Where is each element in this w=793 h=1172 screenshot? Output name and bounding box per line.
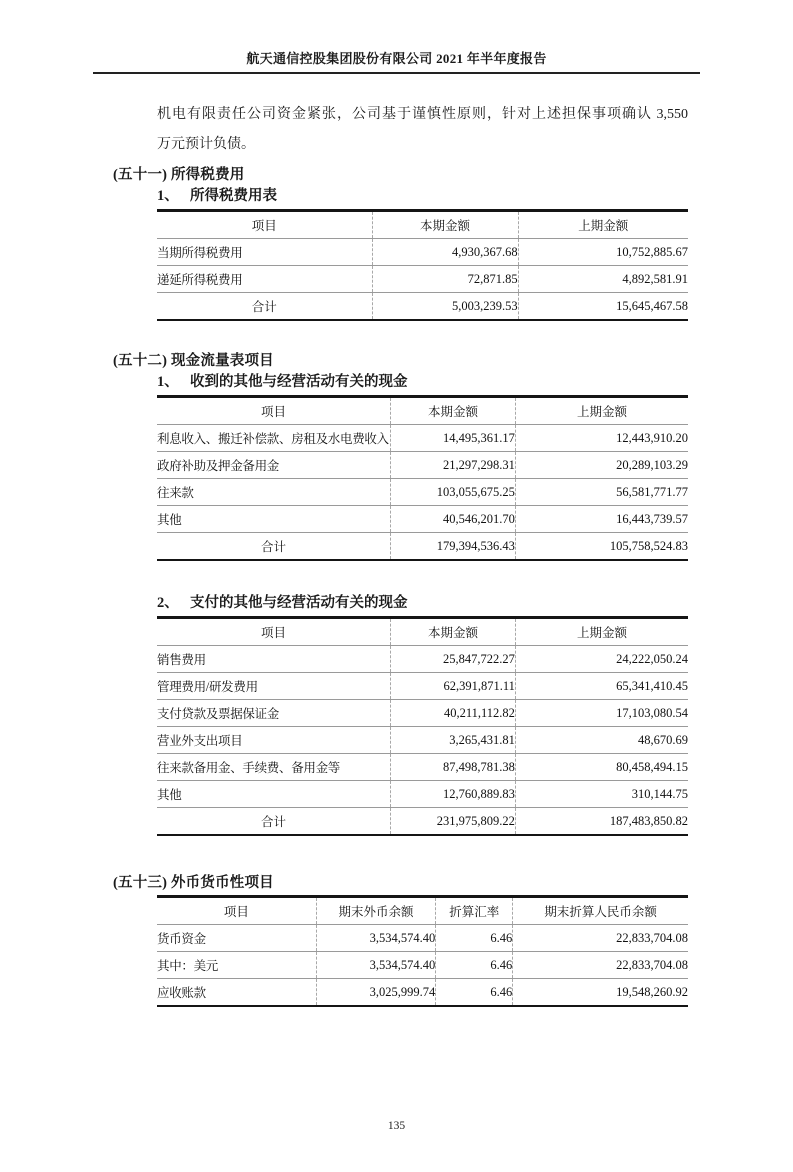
- column-header: 项目: [223, 905, 249, 919]
- intro-paragraph: [157, 100, 688, 160]
- amount-cell: 65,341,410.45: [515, 673, 688, 700]
- amount-cell: 48,670.69: [515, 727, 688, 754]
- item-cell: 利息收入、搬迁补偿款、房租及水电费收入: [157, 425, 391, 452]
- amount-cell: 22,833,704.08: [513, 925, 688, 952]
- table-row: [157, 506, 688, 533]
- table-row: [157, 479, 688, 506]
- foreign-currency-table: [157, 895, 688, 1007]
- amount-cell: 40,211,112.82: [391, 700, 516, 727]
- amount-cell: 14,495,361.17: [391, 425, 516, 452]
- item-cell: 其他: [157, 506, 391, 533]
- amount-cell: 4,892,581.91: [518, 266, 688, 293]
- column-header: 本期金额: [391, 398, 516, 425]
- section-heading-foreign-currency: (五十三) 外币货币性项目: [113, 875, 274, 891]
- table-row: [157, 452, 688, 479]
- amount-cell: 19,548,260.92: [513, 979, 688, 1007]
- subsection-heading-income-tax-table: [157, 187, 688, 212]
- item-cell: 其中：美元: [157, 952, 316, 979]
- amount-cell: 80,458,494.15: [515, 754, 688, 781]
- amount-cell: 187,483,850.82: [515, 808, 688, 836]
- amount-cell: 3,534,574.40: [316, 925, 435, 952]
- amount-cell: 12,443,910.20: [515, 425, 688, 452]
- amount-cell: 310,144.75: [515, 781, 688, 808]
- column-header: 项目: [261, 626, 287, 640]
- item-cell: 其他: [157, 781, 391, 808]
- cash-paid-table: [157, 619, 688, 836]
- total-label-cell: 合计: [157, 808, 391, 836]
- section-heading-income-tax: (五十一) 所得税费用: [113, 167, 245, 183]
- paragraph-line-1: 机电有限责任公司资金紧张，公司基于谨慎性原则，针对上述担保事项确认 3,550: [157, 107, 688, 122]
- amount-cell: 3,025,999.74: [316, 979, 435, 1007]
- column-header: 本期金额: [372, 212, 518, 239]
- table-row: [157, 700, 688, 727]
- table-header-row: [157, 398, 688, 425]
- section-heading-cash-flow: (五十二) 现金流量表项目: [113, 353, 274, 369]
- table-row: [157, 239, 688, 266]
- table-header-row: [157, 897, 688, 925]
- item-cell: 货币资金: [157, 925, 316, 952]
- amount-cell: 40,546,201.70: [391, 506, 516, 533]
- amount-cell: 25,847,722.27: [391, 646, 516, 673]
- amount-cell: 17,103,080.54: [515, 700, 688, 727]
- item-cell: 往来款: [157, 479, 391, 506]
- cash-received-table: [157, 398, 688, 561]
- amount-cell: 3,534,574.40: [316, 952, 435, 979]
- table-row: [157, 952, 688, 979]
- amount-cell: 5,003,239.53: [372, 293, 518, 321]
- amount-cell: 24,222,050.24: [515, 646, 688, 673]
- amount-cell: 72,871.85: [372, 266, 518, 293]
- amount-cell: 179,394,536.43: [391, 533, 516, 561]
- subsection-heading-cash-received: [157, 373, 688, 398]
- total-row: [157, 293, 688, 321]
- income-tax-table: [157, 212, 688, 321]
- amount-cell: 4,930,367.68: [372, 239, 518, 266]
- column-header: 项目: [261, 405, 287, 419]
- item-cell: 管理费用/研发费用: [157, 673, 391, 700]
- item-cell: 往来款备用金、手续费、备用金等: [157, 754, 391, 781]
- amount-cell: 20,289,103.29: [515, 452, 688, 479]
- item-cell: 支付贷款及票据保证金: [157, 700, 391, 727]
- column-header: 折算汇率: [436, 897, 513, 925]
- amount-cell: 56,581,771.77: [515, 479, 688, 506]
- table-header-row: [157, 212, 688, 239]
- subsection-number: 1、: [157, 374, 179, 390]
- table-row: [157, 425, 688, 452]
- table-row: [157, 266, 688, 293]
- column-header: 上期金额: [515, 398, 688, 425]
- page-header: [93, 50, 700, 74]
- item-cell: 销售费用: [157, 646, 391, 673]
- item-cell: 递延所得税费用: [157, 266, 372, 293]
- item-cell: 营业外支出项目: [157, 727, 391, 754]
- total-row: [157, 808, 688, 836]
- column-header: 上期金额: [515, 619, 688, 646]
- subsection-number: 2、: [157, 595, 179, 611]
- amount-cell: 12,760,889.83: [391, 781, 516, 808]
- amount-cell: 231,975,809.22: [391, 808, 516, 836]
- subsection-title: 收到的其他与经营活动有关的现金: [190, 374, 408, 390]
- subsection-heading-cash-paid: [157, 594, 688, 619]
- exchange-rate-cell: 6.46: [436, 979, 513, 1007]
- amount-cell: 10,752,885.67: [518, 239, 688, 266]
- table-row: [157, 727, 688, 754]
- amount-cell: 22,833,704.08: [513, 952, 688, 979]
- amount-cell: 21,297,298.31: [391, 452, 516, 479]
- table-row: [157, 646, 688, 673]
- page-number: 135: [387, 1120, 406, 1132]
- table-header-row: [157, 619, 688, 646]
- amount-cell: 105,758,524.83: [515, 533, 688, 561]
- column-header: 本期金额: [391, 619, 516, 646]
- paragraph-line-2: 万元预计负债。: [157, 137, 255, 152]
- amount-cell: 3,265,431.81: [391, 727, 516, 754]
- exchange-rate-cell: 6.46: [436, 952, 513, 979]
- exchange-rate-cell: 6.46: [436, 925, 513, 952]
- amount-cell: 62,391,871.11: [391, 673, 516, 700]
- column-header: 上期金额: [518, 212, 688, 239]
- report-title: 航天通信控股集团股份有限公司 2021 年半年度报告: [246, 51, 547, 66]
- amount-cell: 16,443,739.57: [515, 506, 688, 533]
- table-row: [157, 781, 688, 808]
- subsection-title: 支付的其他与经营活动有关的现金: [190, 595, 408, 611]
- amount-cell: 87,498,781.38: [391, 754, 516, 781]
- subsection-title: 所得税费用表: [190, 188, 277, 204]
- table-row: [157, 979, 688, 1007]
- subsection-number: 1、: [157, 188, 179, 204]
- column-header: 期末外币余额: [316, 897, 435, 925]
- amount-cell: 15,645,467.58: [518, 293, 688, 321]
- table-row: [157, 673, 688, 700]
- report-page: [0, 50, 793, 1172]
- column-header: 项目: [251, 219, 277, 233]
- total-label-cell: 合计: [157, 533, 391, 561]
- total-row: [157, 533, 688, 561]
- item-cell: 应收账款: [157, 979, 316, 1007]
- item-cell: 当期所得税费用: [157, 239, 372, 266]
- amount-cell: 103,055,675.25: [391, 479, 516, 506]
- total-label-cell: 合计: [157, 293, 372, 321]
- column-header: 期末折算人民币余额: [513, 897, 688, 925]
- table-row: [157, 925, 688, 952]
- item-cell: 政府补助及押金备用金: [157, 452, 391, 479]
- table-row: [157, 754, 688, 781]
